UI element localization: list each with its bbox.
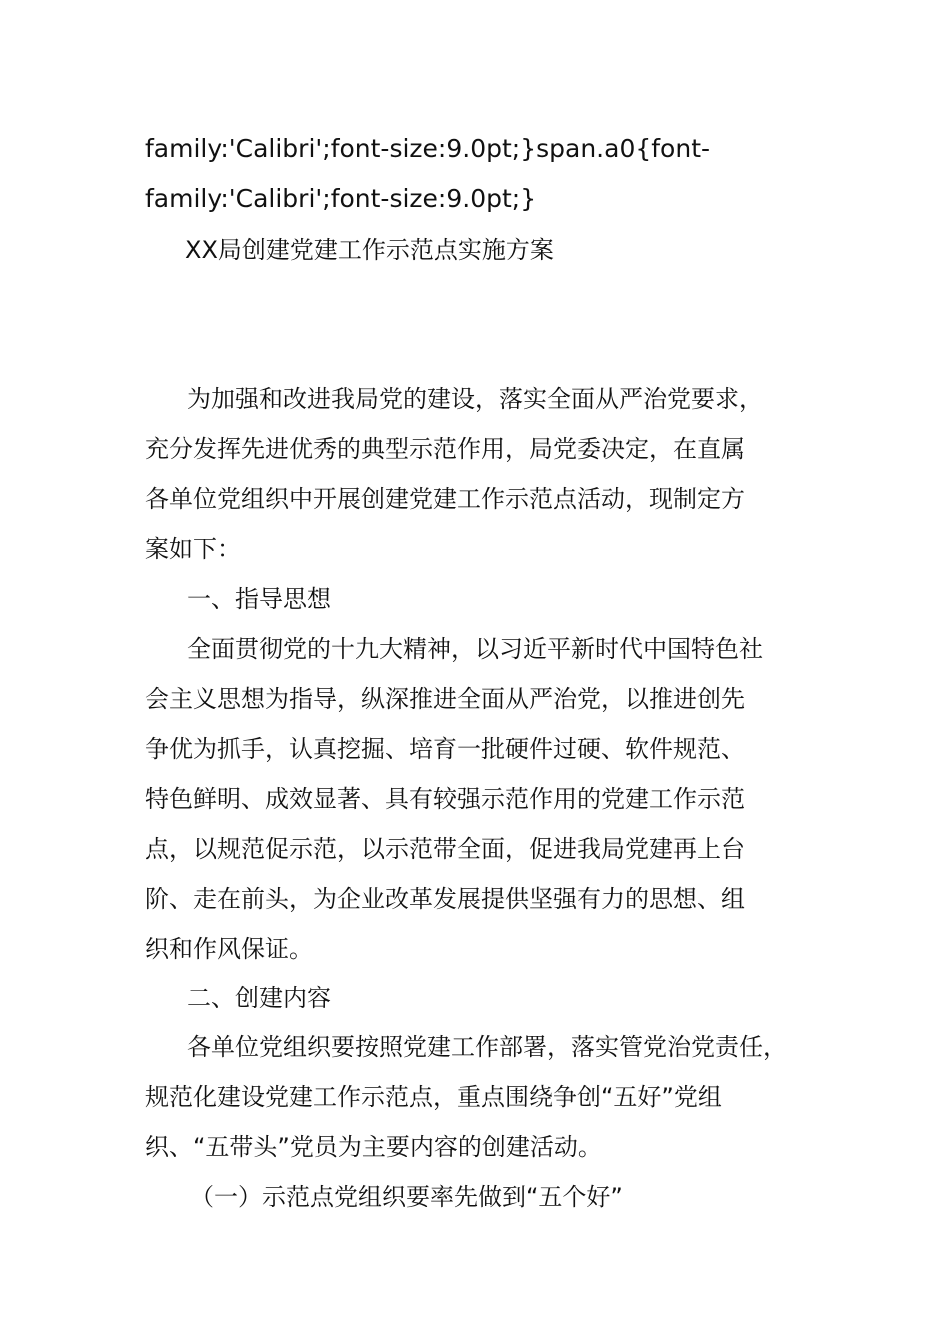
section-heading-1: 一、指导思想	[187, 585, 331, 613]
paragraph-line-3: 各单位党组织中开展创建党建工作示范点活动，现制定方	[145, 485, 745, 513]
paragraph-line-5: 全面贯彻党的十九大精神，以习近平新时代中国特色社	[187, 635, 763, 663]
paragraph-line-1: 为加强和改进我局党的建设，落实全面从严治党要求，	[187, 385, 763, 413]
paragraph-line-4: 案如下：	[145, 535, 241, 563]
css-leak-line-1: family:'Calibri';font-size:9.0pt;}span.a0{font-	[145, 134, 711, 163]
paragraph-line-2: 充分发挥先进优秀的典型示范作用，局党委决定，在直属	[145, 435, 745, 463]
subsection-heading-1: （一）示范点党组织要率先做到“五个好”	[190, 1183, 623, 1211]
paragraph-line-6: 会主义思想为指导，纵深推进全面从严治党，以推进创先	[145, 685, 745, 713]
css-leak-line-2: family:'Calibri';font-size:9.0pt;}	[145, 184, 537, 213]
section-heading-2: 二、创建内容	[187, 984, 331, 1012]
paragraph-line-10: 阶、走在前头，为企业改革发展提供坚强有力的思想、组	[145, 885, 745, 913]
paragraph-line-12: 各单位党组织要按照党建工作部署，落实管党治党责任，	[187, 1033, 787, 1061]
paragraph-line-14: 织、“五带头”党员为主要内容的创建活动。	[145, 1133, 602, 1161]
document-title: XX局创建党建工作示范点实施方案	[185, 236, 554, 264]
paragraph-line-11: 织和作风保证。	[145, 935, 313, 963]
paragraph-line-13: 规范化建设党建工作示范点，重点围绕争创“五好”党组	[145, 1083, 722, 1111]
paragraph-line-8: 特色鲜明、成效显著、具有较强示范作用的党建工作示范	[145, 785, 745, 813]
paragraph-line-9: 点，以规范促示范，以示范带全面，促进我局党建再上台	[145, 835, 745, 863]
paragraph-line-7: 争优为抓手，认真挖掘、培育一批硬件过硬、软件规范、	[145, 735, 745, 763]
